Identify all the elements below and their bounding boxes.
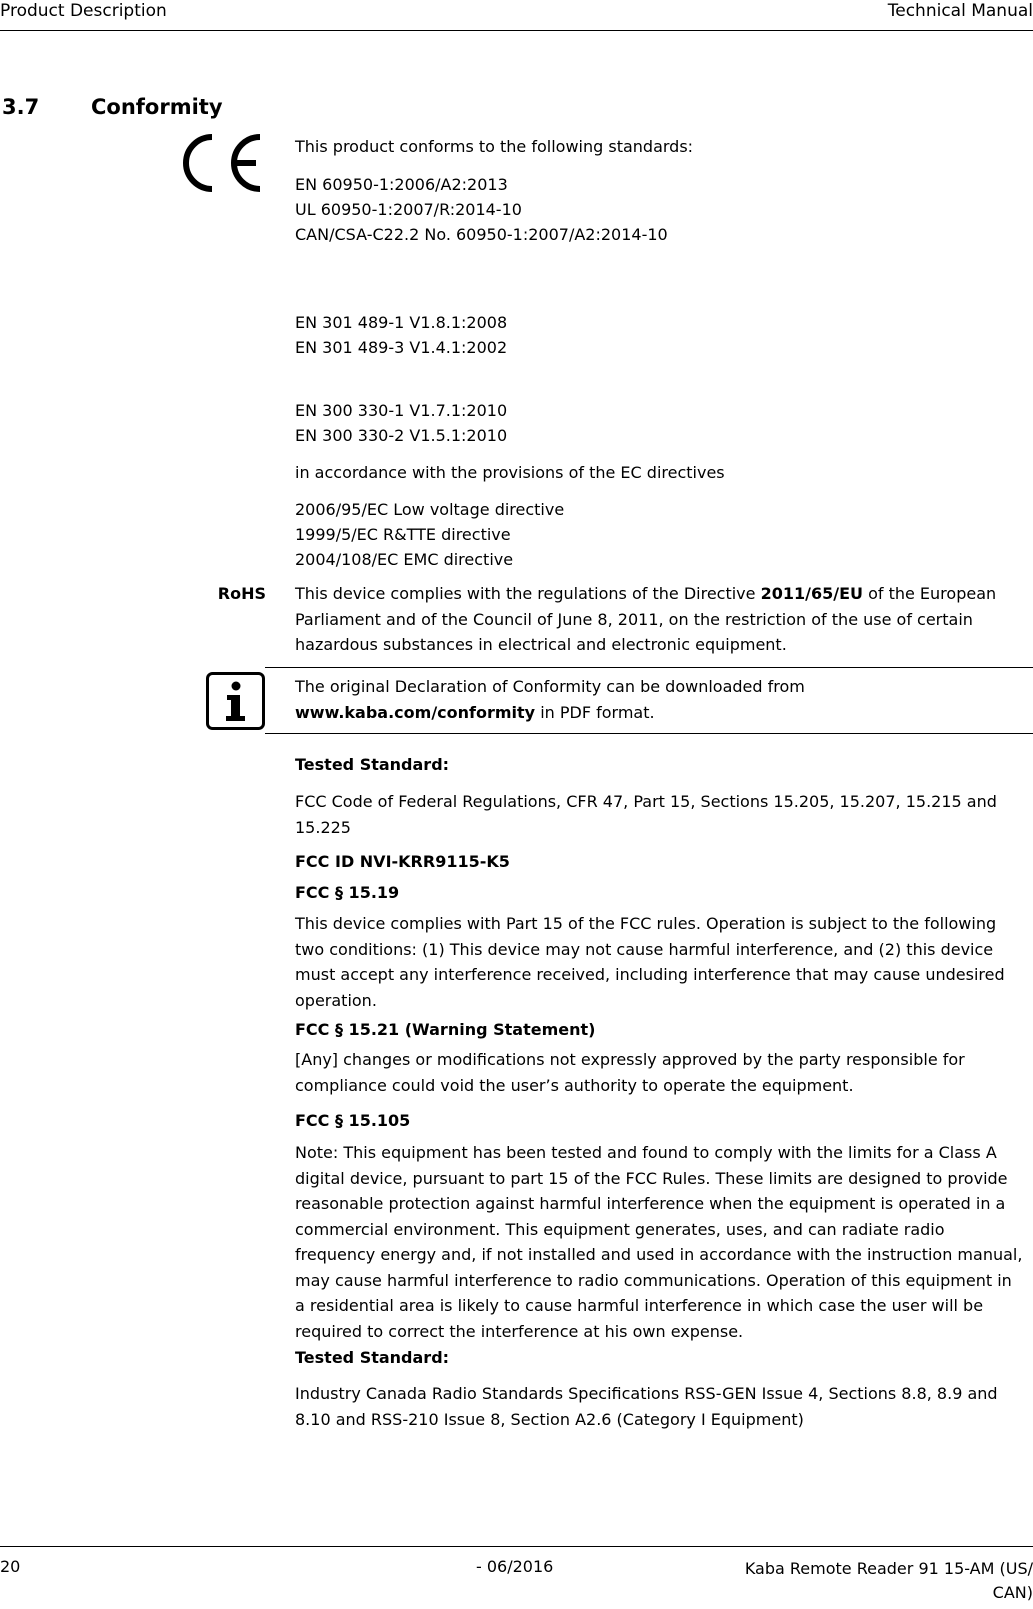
fcc-15105-heading: FCC § 15.105	[295, 1111, 411, 1130]
footer-rule	[0, 1546, 1033, 1547]
info-box-link-line	[295, 700, 1030, 726]
info-box-top-rule	[265, 667, 1033, 668]
section-title: Conformity	[91, 95, 223, 119]
conformity-link[interactable]: www.kaba.com/conformity	[295, 703, 536, 722]
safety-standard-3: CAN/CSA-C22.2 No. 60950-1:2007/A2:2014-10	[295, 225, 668, 244]
header-rule	[0, 30, 1033, 31]
rohs-text-after: of the European Parliament and of the Council of June 8, 2011, on the restriction of the use of certain hazardous substances in electrical and electronic equipment.	[295, 584, 997, 654]
page-number: 20	[0, 1557, 21, 1576]
fcc-1521-text: [Any] changes or modifications not expressly approved by the party responsible for compliance could void the user’s authority to operate the equipment.	[295, 1050, 965, 1095]
ic-tested-heading: Tested Standard:	[295, 1348, 450, 1367]
rohs-label: RoHS	[217, 584, 266, 603]
footer-doc-line-2: CAN)	[992, 1583, 1033, 1602]
safety-standard-2: UL 60950-1:2007/R:2014-10	[295, 200, 522, 219]
ic-tested-text: Industry Canada Radio Standards Specifications RSS-GEN Issue 4, Sections 8.8, 8.9 and 8.10 and RSS-210 Issue 8, Section A2.6 (Category I Equipment)	[295, 1384, 998, 1429]
info-box-suffix: in PDF format.	[535, 703, 655, 722]
directive-1: 2006/95/EC Low voltage directive	[295, 500, 565, 519]
fcc-15105-text: Note: This equipment has been tested and found to comply with the limits for a Class A digital device, pursuant to part 15 of the FCC Rules. These limits are designed to provide reasonable protection against harmful interference when the equipment is operated in a commercial environment. This equipment generates, uses, and can radiate radio frequency energy and, if not installed and used in accordance with the instruction manual, may cause harmful interference to radio communications. Operation of this equipment in a residential area is likely to cause harmful interference in which case the user will be required to correct the interference at his own expense.	[295, 1143, 1023, 1341]
fcc-tested-heading: Tested Standard:	[295, 755, 450, 774]
directive-2: 1999/5/EC R&TTE directive	[295, 525, 511, 544]
emc-standard-2: EN 301 489-3 V1.4.1:2002	[295, 338, 508, 357]
footer-document-title	[745, 1557, 1033, 1605]
safety-standard-1: EN 60950-1:2006/A2:2013	[295, 175, 508, 194]
footer-date: - 06/2016	[476, 1557, 554, 1576]
directives-intro: in accordance with the provisions of the EC directives	[295, 463, 725, 482]
footer-doc-line-1: Kaba Remote Reader 91 15-AM (US/	[744, 1559, 1033, 1578]
radio-standard-2: EN 300 330-2 V1.5.1:2010	[295, 426, 508, 445]
section-number: 3.7	[2, 95, 40, 119]
rohs-text-before: This device complies with the regulations of the Directive	[295, 584, 761, 603]
fcc-1519-text: This device complies with Part 15 of the FCC rules. Operation is subject to the following two conditions: (1) This device may not cause harmful interference, and (2) this device must accept any interference received, including interference that may cause undesired operation.	[295, 914, 1005, 1010]
header-left: Product Description	[0, 1, 167, 21]
fcc-1519-heading: FCC § 15.19	[295, 883, 400, 902]
fcc-id: FCC ID NVI-KRR9115-K5	[295, 852, 510, 871]
info-icon	[206, 672, 265, 730]
emc-standard-1: EN 301 489-1 V1.8.1:2008	[295, 313, 508, 332]
rohs-directive: 2011/65/EU	[760, 584, 863, 603]
ce-intro: This product conforms to the following standards:	[295, 137, 694, 156]
info-box-bottom-rule	[265, 733, 1033, 734]
info-box-text: The original Declaration of Conformity can be downloaded from	[295, 677, 805, 696]
radio-standard-1: EN 300 330-1 V1.7.1:2010	[295, 401, 508, 420]
header-right: Technical Manual	[887, 1, 1033, 21]
rohs-text	[295, 581, 1025, 658]
fcc-tested-text: FCC Code of Federal Regulations, CFR 47, Part 15, Sections 15.205, 15.207, 15.215 and 15.225	[295, 792, 997, 837]
ce-mark-icon	[176, 131, 264, 195]
directive-3: 2004/108/EC EMC directive	[295, 550, 514, 569]
fcc-1521-heading: FCC § 15.21 (Warning Statement)	[295, 1020, 596, 1039]
